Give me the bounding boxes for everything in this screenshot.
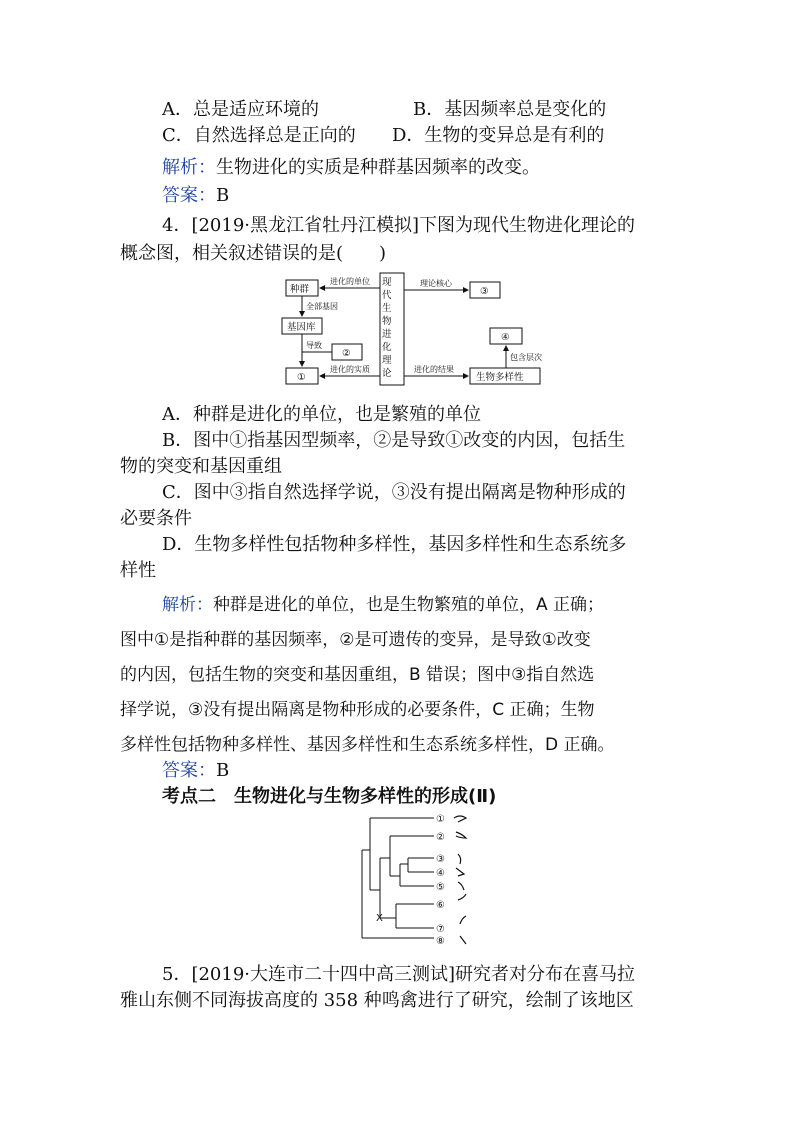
edge-cause: 导致 xyxy=(306,341,322,350)
q5-line2: 雅山东侧不同海拔高度的 358 种鸣禽进行了研究，绘制了该地区 xyxy=(120,990,634,1011)
label-zhongqun: 种群 xyxy=(290,284,310,295)
q4-option-c-line1: C．图中③指自然选择学说，③没有提出隔离是物种形成的 xyxy=(162,482,626,503)
tree-node-x: X xyxy=(376,913,383,924)
tree-leaf-2: ② xyxy=(436,832,445,843)
answer-label: 答案： xyxy=(162,760,216,781)
q3-answer xyxy=(162,183,229,209)
center-char-7: 理 xyxy=(382,355,392,366)
center-char-8: 论 xyxy=(382,368,392,379)
label-4: ④ xyxy=(501,332,510,343)
answer-label: 答案： xyxy=(162,185,216,206)
q4-option-b-line1: B．图中①指基因型频率，②是导致①改变的内因，包括生 xyxy=(162,430,626,451)
q3-option-c: C．自然选择总是正向的 xyxy=(162,125,356,146)
center-char-3: 生 xyxy=(382,303,392,314)
q4-option-a: A．种群是进化的单位，也是繁殖的单位 xyxy=(162,404,481,425)
tree-leaf-8: ⑧ xyxy=(436,936,445,947)
beak-icon-4 xyxy=(456,868,464,876)
edge-core: 理论核心 xyxy=(420,279,452,288)
beak-icon-5 xyxy=(458,882,464,890)
q4-option-b-line2: 物的突变和基因重组 xyxy=(120,456,282,477)
q4-option-d-line2: 样性 xyxy=(120,560,156,581)
edge-unit: 进化的单位 xyxy=(330,277,370,286)
beak-icon-6 xyxy=(458,894,466,900)
center-char-5: 进 xyxy=(382,329,392,340)
section-title: 考点二 生物进化与生物多样性的形成(Ⅱ) xyxy=(162,786,497,807)
q4-stem-line1: 4．[2019·黑龙江省牡丹江模拟]下图为现代生物进化理论的 xyxy=(162,215,636,236)
q4-analysis-line1 xyxy=(162,592,604,618)
concept-diagram xyxy=(280,268,560,390)
edge-allgenes: 全部基因 xyxy=(306,302,338,311)
q3-option-b: B．基因频率总是变化的 xyxy=(413,99,607,120)
edge-levels: 包含层次 xyxy=(510,353,542,362)
edge-result: 进化的结果 xyxy=(414,365,454,374)
label-diversity: 生物多样性 xyxy=(476,372,524,383)
tree-leaf-7: ⑦ xyxy=(436,924,445,935)
beak-icon-3 xyxy=(458,854,461,864)
beak-icon-2 xyxy=(456,832,466,838)
label-jiyinku: 基因库 xyxy=(287,322,316,333)
center-char-1: 现 xyxy=(382,277,392,288)
beak-icon-8 xyxy=(460,936,466,944)
q3-option-d: D．生物的变异总是有利的 xyxy=(392,125,605,146)
label-3: ③ xyxy=(480,286,489,297)
analysis-text: 种群是进化的单位，也是生物繁殖的单位，A 正确； xyxy=(213,595,605,615)
q5-line1: 5．[2019·大连市二十四中高三测试]研究者对分布在喜马拉 xyxy=(162,964,636,985)
beak-icon-1 xyxy=(454,816,466,822)
answer-value: B xyxy=(216,760,230,781)
analysis-label: 解析： xyxy=(162,157,216,178)
tree-leaf-1: ① xyxy=(436,814,445,825)
edge-essence: 进化的实质 xyxy=(330,365,370,374)
q4-option-c-line2: 必要条件 xyxy=(120,508,192,529)
label-1: ① xyxy=(297,372,306,383)
q4-analysis-line3: 的内因，包括生物的突变和基因重组，B 错误；图中③指自然选 xyxy=(120,665,595,685)
q4-stem-line2: 概念图，相关叙述错误的是( ) xyxy=(120,243,387,264)
answer-value: B xyxy=(216,185,230,206)
q4-analysis-line2: 图中①是指种群的基因频率，②是可遗传的变异，是导致①改变 xyxy=(120,630,591,650)
beak-icon-7 xyxy=(460,916,466,924)
label-2: ② xyxy=(342,348,351,359)
analysis-text: 生物进化的实质是种群基因频率的改变。 xyxy=(216,157,540,178)
q4-analysis-line4: 择学说，③没有提出隔离是物种形成的必要条件，C 正确；生物 xyxy=(120,700,595,720)
tree-leaf-5: ⑤ xyxy=(436,882,445,893)
phylogenetic-tree xyxy=(356,810,486,948)
q4-answer xyxy=(162,758,229,784)
center-char-4: 物 xyxy=(382,316,392,327)
tree-leaf-4: ④ xyxy=(436,868,445,879)
q3-option-a: A．总是适应环境的 xyxy=(162,99,319,120)
q4-option-d-line1: D．生物多样性包括物种多样性，基因多样性和生态系统多 xyxy=(162,534,627,555)
q4-analysis-line5: 多样性包括物种多样性、基因多样性和生态系统多样性，D 正确。 xyxy=(120,735,615,755)
tree-leaf-6: ⑥ xyxy=(436,900,445,911)
center-char-2: 代 xyxy=(382,290,392,301)
center-char-6: 化 xyxy=(382,342,392,353)
tree-leaf-3: ③ xyxy=(436,854,445,865)
q3-analysis xyxy=(162,155,540,181)
analysis-label: 解析： xyxy=(162,595,213,615)
